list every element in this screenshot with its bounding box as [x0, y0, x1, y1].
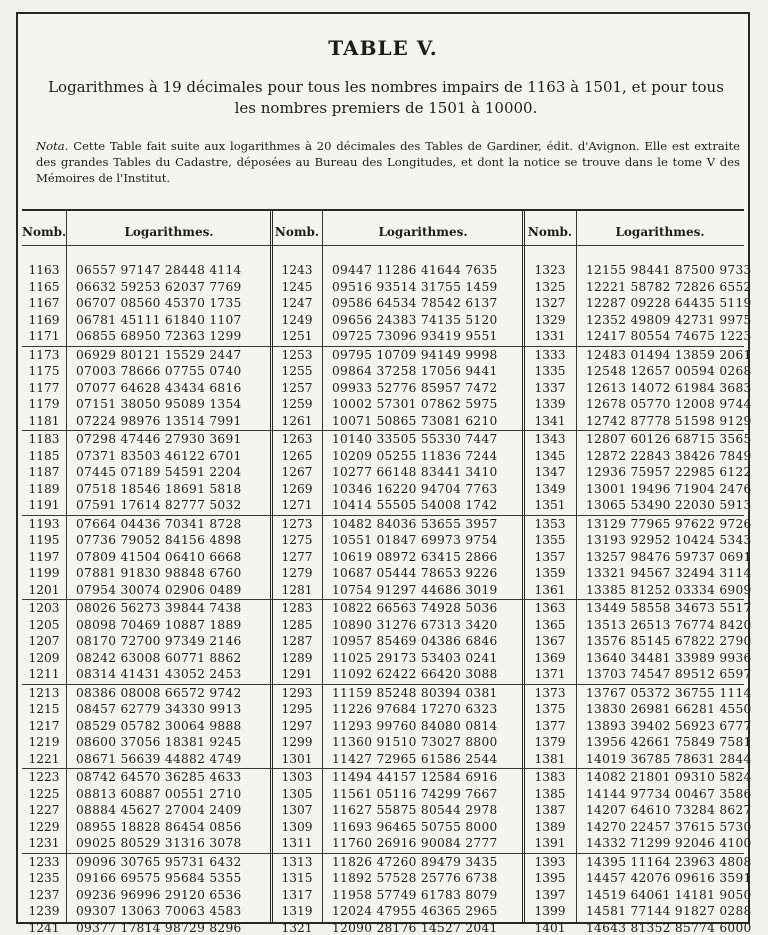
table-row-logarithm: 10822 66563 74928 5036: [332, 601, 498, 615]
table-row-number: 1181: [28, 413, 60, 428]
table-row-number: 1205: [28, 617, 60, 632]
table-row-logarithm: 08955 18828 86454 0856: [76, 819, 242, 834]
group-rule: [272, 430, 524, 431]
table-row-logarithm: 07077 64628 43434 6816: [76, 380, 242, 395]
nota-text: Cette Table fait suite aux logarithmes à 20 décimales des Tables de Gardiner, édit. d'Avignon. Elle est extraite des grandes Tables du Cadastre, déposées au Bureau des Longitudes, et dont la notice se trouve dans le tome V des Mémoires de l'Institut.: [36, 139, 740, 185]
table-row-number: 1209: [28, 650, 60, 665]
table-row-logarithm: 12742 87778 51598 9129: [586, 413, 752, 428]
table-row-number: 1327: [534, 296, 566, 311]
table-row-number: 1227: [28, 803, 60, 818]
table-row-logarithm: 11892 57528 25776 6738: [332, 871, 498, 886]
table-row-logarithm: 14144 97734 00467 3586: [586, 786, 752, 801]
table-row-logarithm: 12483 01494 13859 2061: [586, 347, 752, 362]
table-row-logarithm: 08314 41431 43052 2453: [76, 667, 242, 682]
table-row-number: 1319: [281, 904, 313, 919]
group-rule: [272, 684, 524, 685]
log-table: [22, 209, 752, 935]
table-row-logarithm: 10071 50865 73081 6210: [332, 413, 498, 428]
table-row-logarithm: 08600 37056 18381 9245: [76, 735, 242, 750]
table-row-number: 1315: [281, 871, 313, 886]
table-row-number: 1401: [534, 920, 566, 935]
table-row-logarithm: 14457 42076 09616 3591: [586, 871, 752, 886]
table-row-logarithm: 09516 93514 31755 1459: [332, 279, 498, 294]
table-row-logarithm: 07003 78666 07755 0740: [76, 364, 242, 379]
group-rule: [22, 768, 272, 769]
table-row-logarithm: 10890 31276 67313 3420: [332, 617, 498, 632]
column-rule: [66, 211, 67, 922]
table-row-logarithm: 12613 14072 61984 3683: [586, 380, 752, 395]
table-row-number: 1321: [281, 920, 313, 935]
table-row-logarithm: 10209 05255 11836 7244: [332, 448, 498, 463]
table-row-number: 1339: [534, 397, 566, 412]
table-row-number: 1171: [28, 329, 60, 344]
table-row-number: 1245: [281, 279, 313, 294]
table-row-logarithm: 12090 28176 14527 2041: [332, 920, 498, 935]
table-row-logarithm: 13830 26981 66281 4550: [586, 702, 752, 717]
table-row-logarithm: 07664 04436 70341 8728: [76, 516, 242, 531]
table-row-logarithm: 10687 05444 78653 9226: [332, 566, 498, 581]
table-row-number: 1255: [281, 364, 313, 379]
group-rule: [524, 515, 744, 516]
group-rule: [272, 768, 524, 769]
table-row-number: 1285: [281, 617, 313, 632]
table-row-logarithm: 13065 53490 22030 5913: [586, 498, 752, 513]
table-row-number: 1329: [534, 312, 566, 327]
table-row-logarithm: 07809 41504 06410 6668: [76, 549, 242, 564]
table-row-logarithm: 12678 05770 12008 9744: [586, 397, 752, 412]
table-row-logarithm: 08242 63008 60771 8862: [76, 650, 242, 665]
nomb-header: Nomb.: [527, 225, 573, 239]
table-row-number: 1273: [281, 516, 313, 531]
table-row-number: 1367: [534, 634, 566, 649]
table-row-logarithm: 12024 47955 46365 2965: [332, 904, 498, 919]
table-row-number: 1167: [28, 296, 60, 311]
table-row-number: 1363: [534, 601, 566, 615]
table-row-number: 1289: [281, 650, 313, 665]
table-row-number: 1379: [534, 735, 566, 750]
table-row-logarithm: 12417 80554 74675 1223: [586, 329, 752, 344]
table-row-logarithm: 11627 55875 80544 2978: [332, 803, 498, 818]
table-row-logarithm: 12936 75957 22985 6122: [586, 465, 752, 480]
table-row-number: 1163: [28, 263, 60, 277]
table-row-logarithm: 07736 79052 84156 4898: [76, 533, 242, 548]
table-row-logarithm: 09307 13063 70063 4583: [76, 904, 242, 919]
group-rule: [272, 599, 524, 600]
table-row-number: 1165: [28, 279, 60, 294]
table-row-logarithm: 08457 62779 34330 9913: [76, 702, 242, 717]
table-row-logarithm: 10957 85469 04386 6846: [332, 634, 498, 649]
table-row-logarithm: 06707 08560 45370 1735: [76, 296, 242, 311]
table-row-logarithm: 14395 11164 23963 4808: [586, 854, 752, 869]
table-page: [16, 12, 752, 935]
table-row-number: 1265: [281, 448, 313, 463]
table-row-logarithm: 09096 30765 95731 6432: [76, 854, 242, 869]
table-row-number: 1235: [28, 871, 60, 886]
table-row-logarithm: 09933 52776 85957 7472: [332, 380, 498, 395]
table-row-number: 1305: [281, 786, 313, 801]
table-row-number: 1241: [28, 920, 60, 935]
table-row-number: 1375: [534, 702, 566, 717]
column-rule: [322, 211, 323, 922]
table-row-logarithm: 14581 77144 91827 0288: [586, 904, 752, 919]
table-row-logarithm: 09656 24383 74135 5120: [332, 312, 498, 327]
table-row-number: 1277: [281, 549, 313, 564]
table-row-number: 1373: [534, 685, 566, 700]
table-row-number: 1193: [28, 516, 60, 531]
table-row-logarithm: 13893 39402 56923 6777: [586, 718, 752, 733]
table-row-logarithm: 08529 05782 30064 9888: [76, 718, 242, 733]
table-row-number: 1233: [28, 854, 60, 869]
table-row-number: 1269: [281, 481, 313, 496]
table-row-number: 1211: [28, 667, 60, 682]
table-row-number: 1173: [28, 347, 60, 362]
table-row-number: 1169: [28, 312, 60, 327]
table-row-number: 1365: [534, 617, 566, 632]
table-row-number: 1317: [281, 887, 313, 902]
table-row-logarithm: 09377 17814 98729 8296: [76, 920, 242, 935]
table-row-number: 1281: [281, 582, 313, 597]
group-rule: [22, 684, 272, 685]
table-row-number: 1185: [28, 448, 60, 463]
table-row-logarithm: 11226 97684 17270 6323: [332, 702, 498, 717]
group-rule: [524, 684, 744, 685]
table-row-logarithm: 07298 47446 27930 3691: [76, 432, 242, 446]
nota-paragraph: [36, 138, 740, 186]
table-row-logarithm: 08098 70469 10887 1889: [76, 617, 242, 632]
table-row-logarithm: 10002 57301 07862 5975: [332, 397, 498, 412]
table-row-logarithm: 09795 10709 94149 9998: [332, 347, 498, 362]
table-row-logarithm: 09586 64534 78542 6137: [332, 296, 498, 311]
table-row-number: 1207: [28, 634, 60, 649]
table-row-number: 1355: [534, 533, 566, 548]
table-row-logarithm: 07954 30074 02906 0489: [76, 582, 242, 597]
table-row-logarithm: 11958 57749 61783 8079: [332, 887, 498, 902]
table-row-logarithm: 07224 98976 13514 7991: [76, 413, 242, 428]
table-row-logarithm: 14643 81352 85774 6000: [586, 920, 752, 935]
table-row-logarithm: 14270 22457 37615 5730: [586, 819, 752, 834]
group-rule: [22, 599, 272, 600]
table-row-logarithm: 11494 44157 12584 6916: [332, 770, 498, 784]
table-row-number: 1225: [28, 786, 60, 801]
group-rule: [22, 346, 272, 347]
table-row-number: 1287: [281, 634, 313, 649]
table-row-number: 1361: [534, 582, 566, 597]
group-rule: [524, 853, 744, 854]
table-row-number: 1179: [28, 397, 60, 412]
table-row-number: 1389: [534, 819, 566, 834]
table-row-number: 1247: [281, 296, 313, 311]
table-row-logarithm: 08671 56639 44882 4749: [76, 751, 242, 766]
table-row-logarithm: 13001 19496 71904 2476: [586, 481, 752, 496]
table-row-logarithm: 14082 21801 09310 5824: [586, 770, 752, 784]
table-row-logarithm: 10414 55505 54008 1742: [332, 498, 498, 513]
table-row-logarithm: 13513 26513 76774 8420: [586, 617, 752, 632]
table-row-logarithm: 09864 37258 17056 9441: [332, 364, 498, 379]
table-row-logarithm: 12548 12657 00594 0268: [586, 364, 752, 379]
table-row-logarithm: 11159 85248 80394 0381: [332, 685, 498, 700]
table-row-logarithm: 10277 66148 83441 3410: [332, 465, 498, 480]
table-row-logarithm: 12807 60126 68715 3565: [586, 432, 752, 446]
table-row-number: 1359: [534, 566, 566, 581]
table-row-logarithm: 10619 08972 63415 2866: [332, 549, 498, 564]
table-row-logarithm: 09447 11286 41644 7635: [332, 263, 498, 277]
table-row-number: 1313: [281, 854, 313, 869]
header-rule: [22, 245, 744, 246]
table-row-logarithm: 10754 91297 44686 3019: [332, 582, 498, 597]
table-row-logarithm: 08742 64570 36285 4633: [76, 770, 242, 784]
table-row-number: 1197: [28, 549, 60, 564]
table-row-logarithm: 09725 73096 93419 9551: [332, 329, 498, 344]
table-row-number: 1357: [534, 549, 566, 564]
table-row-number: 1183: [28, 432, 60, 446]
table-row-number: 1237: [28, 887, 60, 902]
table-row-number: 1383: [534, 770, 566, 784]
table-row-logarithm: 07371 83503 46122 6701: [76, 448, 242, 463]
table-row-logarithm: 07151 38050 95089 1354: [76, 397, 242, 412]
table-row-number: 1323: [534, 263, 566, 277]
table-row-logarithm: 10346 16220 94704 7763: [332, 481, 498, 496]
table-row-number: 1221: [28, 751, 60, 766]
table-row-logarithm: 11826 47260 89479 3435: [332, 854, 498, 869]
table-row-logarithm: 11760 26916 90084 2777: [332, 836, 498, 851]
table-row-logarithm: 06632 59253 62037 7769: [76, 279, 242, 294]
table-row-number: 1223: [28, 770, 60, 784]
table-row-logarithm: 13321 94567 32494 3114: [586, 566, 752, 581]
table-row-logarithm: 06781 45111 61840 1107: [76, 312, 242, 327]
table-row-number: 1229: [28, 819, 60, 834]
table-row-logarithm: 14019 36785 78631 2844: [586, 751, 752, 766]
table-row-number: 1331: [534, 329, 566, 344]
table-row-number: 1377: [534, 718, 566, 733]
table-row-logarithm: 11360 91510 73027 8800: [332, 735, 498, 750]
table-row-number: 1311: [281, 836, 313, 851]
group-rule: [272, 346, 524, 347]
table-row-number: 1231: [28, 836, 60, 851]
table-row-number: 1251: [281, 329, 313, 344]
table-row-logarithm: 13576 85145 67822 2790: [586, 634, 752, 649]
table-row-logarithm: 10551 01847 69973 9754: [332, 533, 498, 548]
table-row-number: 1295: [281, 702, 313, 717]
table-row-logarithm: 13703 74547 89512 6597: [586, 667, 752, 682]
table-row-number: 1371: [534, 667, 566, 682]
table-row-logarithm: 07591 17614 82777 5032: [76, 498, 242, 513]
table-row-logarithm: 11561 05116 74299 7667: [332, 786, 498, 801]
table-row-number: 1267: [281, 465, 313, 480]
group-rule: [524, 599, 744, 600]
table-row-number: 1213: [28, 685, 60, 700]
nomb-header: Nomb.: [274, 225, 320, 239]
table-row-logarithm: 08026 56273 39844 7438: [76, 601, 242, 615]
table-row-number: 1325: [534, 279, 566, 294]
table-row-logarithm: 12352 49809 42731 9975: [586, 312, 752, 327]
table-row-logarithm: 13956 42661 75849 7581: [586, 735, 752, 750]
table-row-number: 1201: [28, 582, 60, 597]
table-row-number: 1335: [534, 364, 566, 379]
table-row-logarithm: 08386 08008 66572 9742: [76, 685, 242, 700]
table-row-number: 1385: [534, 786, 566, 801]
group-rule: [524, 768, 744, 769]
table-row-number: 1387: [534, 803, 566, 818]
group-rule: [22, 853, 272, 854]
table-row-number: 1349: [534, 481, 566, 496]
table-row-number: 1215: [28, 702, 60, 717]
table-row-logarithm: 13129 77965 97622 9726: [586, 516, 752, 531]
table-row-number: 1307: [281, 803, 313, 818]
page-subtitle: Logarithmes à 19 décimales pour tous les nombres impairs de 1163 à 1501, et pour tous les nombres premiers de 1501 à 10000.: [48, 78, 724, 117]
table-row-logarithm: 07445 07189 54591 2204: [76, 465, 242, 480]
table-row-logarithm: 13767 05372 36755 1114: [586, 685, 752, 700]
table-row-logarithm: 07881 91830 98848 6760: [76, 566, 242, 581]
table-row-number: 1351: [534, 498, 566, 513]
table-row-number: 1297: [281, 718, 313, 733]
table-row-number: 1257: [281, 380, 313, 395]
column-rule: [576, 211, 577, 922]
table-row-logarithm: 11693 96465 50755 8000: [332, 819, 498, 834]
table-row-logarithm: 12155 98441 87500 9733: [586, 263, 752, 277]
table-row-logarithm: 06855 68950 72363 1299: [76, 329, 242, 344]
table-row-number: 1259: [281, 397, 313, 412]
table-row-number: 1195: [28, 533, 60, 548]
table-row-number: 1309: [281, 819, 313, 834]
table-row-number: 1345: [534, 448, 566, 463]
table-row-number: 1353: [534, 516, 566, 531]
table-row-number: 1341: [534, 413, 566, 428]
table-row-logarithm: 13640 34481 33989 9936: [586, 650, 752, 665]
table-row-logarithm: 08170 72700 97349 2146: [76, 634, 242, 649]
table-row-logarithm: 07518 18546 18691 5818: [76, 481, 242, 496]
table-row-logarithm: 14207 64610 73284 8627: [586, 803, 752, 818]
table-row-number: 1347: [534, 465, 566, 480]
group-rule: [524, 430, 744, 431]
table-row-number: 1191: [28, 498, 60, 513]
table-row-number: 1261: [281, 413, 313, 428]
logarithmes-header: Logarithmes.: [378, 225, 468, 239]
table-row-number: 1203: [28, 601, 60, 615]
table-row-number: 1399: [534, 904, 566, 919]
table-row-number: 1187: [28, 465, 60, 480]
table-row-logarithm: 06557 97147 28448 4114: [76, 263, 242, 277]
table-row-number: 1343: [534, 432, 566, 446]
table-row-logarithm: 14332 71299 92046 4100: [586, 836, 752, 851]
table-row-logarithm: 12221 58782 72826 6552: [586, 279, 752, 294]
table-row-logarithm: 13449 58558 34673 5517: [586, 601, 752, 615]
table-row-logarithm: 11025 29173 53403 0241: [332, 650, 498, 665]
table-row-logarithm: 09166 69575 95684 5355: [76, 871, 242, 886]
table-row-number: 1177: [28, 380, 60, 395]
table-row-logarithm: 11427 72965 61586 2544: [332, 751, 498, 766]
nomb-header: Nomb.: [22, 225, 67, 239]
table-row-logarithm: 13193 92952 10424 5343: [586, 533, 752, 548]
table-row-logarithm: 13257 98476 59737 0691: [586, 549, 752, 564]
table-row-number: 1253: [281, 347, 313, 362]
table-row-number: 1243: [281, 263, 313, 277]
group-rule: [272, 853, 524, 854]
logarithmes-header: Logarithmes.: [124, 225, 214, 239]
table-row-number: 1199: [28, 566, 60, 581]
table-row-number: 1397: [534, 887, 566, 902]
table-row-number: 1189: [28, 481, 60, 496]
table-row-number: 1299: [281, 735, 313, 750]
table-row-number: 1395: [534, 871, 566, 886]
table-row-number: 1271: [281, 498, 313, 513]
table-row-number: 1301: [281, 751, 313, 766]
table-row-number: 1283: [281, 601, 313, 615]
table-row-number: 1239: [28, 904, 60, 919]
table-row-number: 1275: [281, 533, 313, 548]
table-row-number: 1175: [28, 364, 60, 379]
table-row-logarithm: 10140 33505 55330 7447: [332, 432, 498, 446]
logarithmes-header: Logarithmes.: [615, 225, 705, 239]
table-row-number: 1291: [281, 667, 313, 682]
table-row-logarithm: 12872 22843 38426 7849: [586, 448, 752, 463]
table-row-number: 1337: [534, 380, 566, 395]
table-row-logarithm: 09236 96996 29120 6536: [76, 887, 242, 902]
table-row-logarithm: 11092 62422 66420 3088: [332, 667, 498, 682]
group-rule: [524, 346, 744, 347]
table-row-number: 1217: [28, 718, 60, 733]
table-row-logarithm: 08884 45627 27004 2409: [76, 803, 242, 818]
table-row-number: 1381: [534, 751, 566, 766]
table-row-number: 1219: [28, 735, 60, 750]
table-row-number: 1293: [281, 685, 313, 700]
table-row-logarithm: 14519 64061 14181 9050: [586, 887, 752, 902]
table-row-logarithm: 09025 80529 31316 3078: [76, 836, 242, 851]
table-row-logarithm: 10482 84036 53655 3957: [332, 516, 498, 531]
table-row-number: 1303: [281, 770, 313, 784]
table-row-number: 1393: [534, 854, 566, 869]
table-row-number: 1279: [281, 566, 313, 581]
table-row-number: 1249: [281, 312, 313, 327]
nota-label: Nota.: [36, 139, 69, 153]
group-rule: [272, 515, 524, 516]
group-rule: [22, 515, 272, 516]
table-row-number: 1369: [534, 650, 566, 665]
table-row-number: 1391: [534, 836, 566, 851]
table-row-logarithm: 06929 80121 15529 2447: [76, 347, 242, 362]
page-title: TABLE V.: [328, 36, 438, 60]
table-row-number: 1263: [281, 432, 313, 446]
table-row-number: 1333: [534, 347, 566, 362]
table-row-logarithm: 12287 09228 64435 5119: [586, 296, 752, 311]
table-row-logarithm: 13385 81252 03334 6909: [586, 582, 752, 597]
table-row-logarithm: 11293 99760 84080 0814: [332, 718, 498, 733]
table-row-logarithm: 08813 60887 00551 2710: [76, 786, 242, 801]
group-rule: [22, 430, 272, 431]
